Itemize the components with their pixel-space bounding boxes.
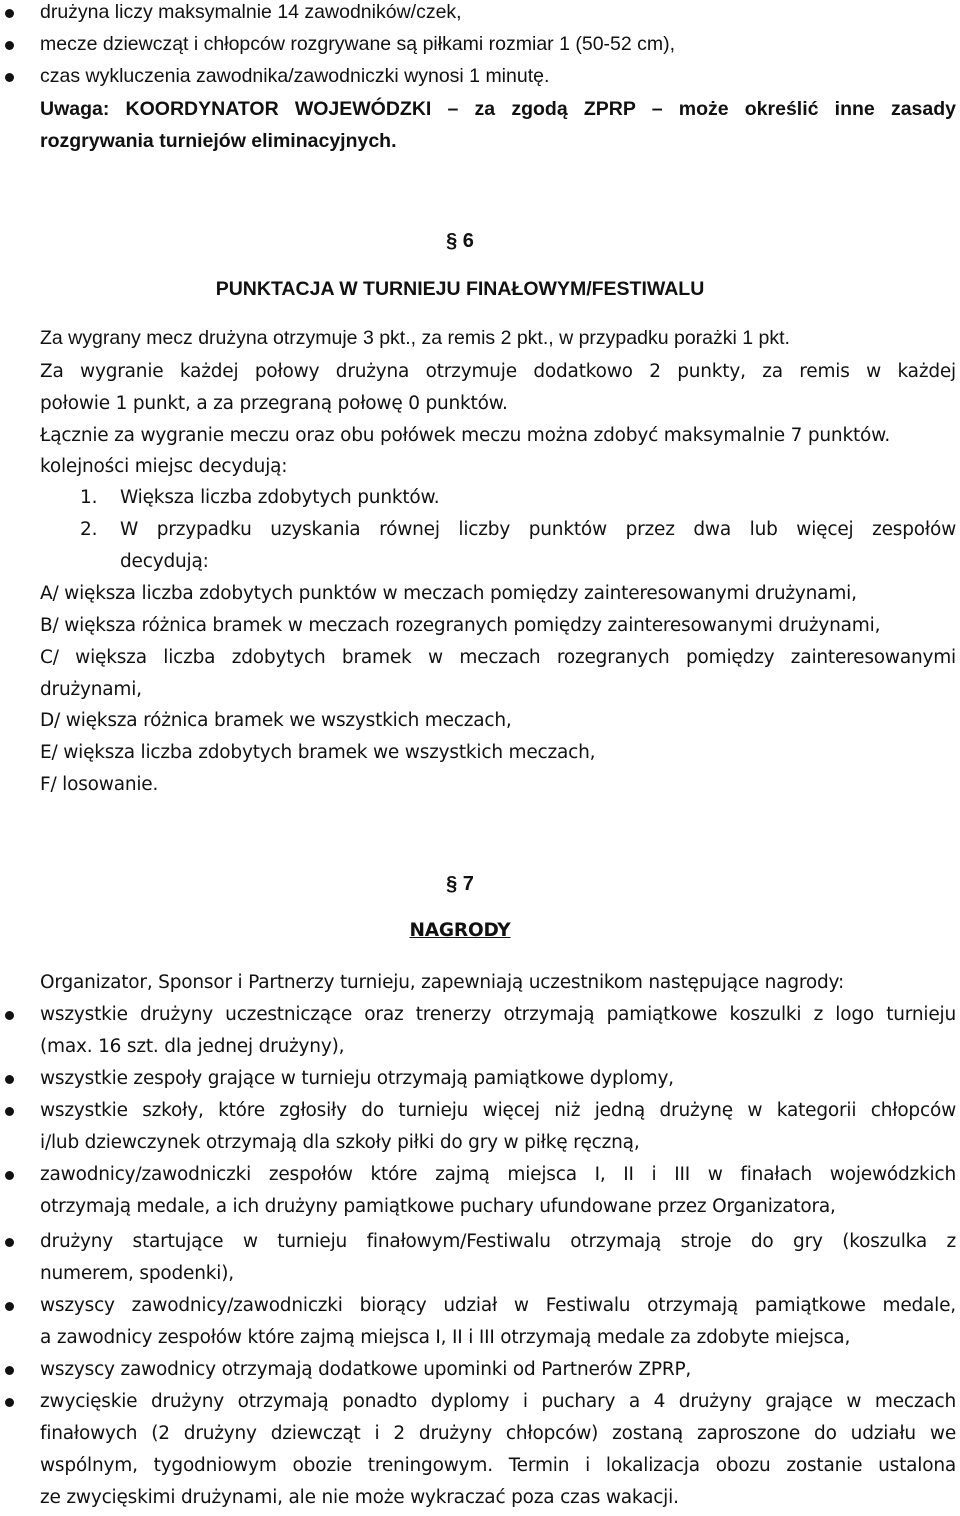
list-item: drużyny startujące w turnieju finałowym/Festiwalu otrzymają stroje do gry (koszulka z [40,1231,956,1252]
paragraph: Organizator, Sponsor i Partnerzy turnieju, zapewniają uczestnikom następujące nagrody: [40,972,844,993]
section-title: PUNKTACJA W TURNIEJU FINAŁOWYM/FESTIWALU [215,278,705,300]
list-item: wszystkie zespoły grające w turnieju otrzymają pamiątkowe dyplomy, [40,1068,674,1089]
list-item: wszystkie drużyny uczestniczące oraz trenerzy otrzymają pamiątkowe koszulki z logo turnieju [40,1004,956,1025]
list-item: drużyna liczy maksymalnie 14 zawodników/czek, [40,1,462,23]
list-item: wszyscy zawodnicy otrzymają dodatkowe upominki od Partnerów ZPRP, [40,1359,692,1380]
list-item: otrzymają medale, a ich drużyny pamiątkowe puchary ufundowane przez Organizatora, [40,1196,836,1217]
bullet-icon [4,72,16,84]
bullet-icon [4,1074,16,1086]
criterion: E/ większa liczba zdobytych bramek we wszystkich meczach, [40,742,596,763]
list-item: wszystkie szkoły, które zgłosiły do turnieju więcej niż jedną drużynę w kategorii chłopców [40,1100,956,1121]
list-item: ze zwycięskimi drużynami, ale nie może wykraczać poza czas wakacji. [40,1487,679,1508]
bullet-icon [4,1397,16,1409]
bullet-icon [4,8,16,20]
list-item: i/lub dziewczynek otrzymają dla szkoły piłki do gry w piłkę ręczną, [40,1132,640,1153]
paragraph: połowie 1 punkt, a za przegraną połowę 0 punktów. [40,393,508,414]
criterion: D/ większa różnica bramek we wszystkich meczach, [40,710,512,731]
criterion: C/ większa liczba zdobytych bramek w meczach rozegranych pomiędzy zainteresowanymi [40,647,956,668]
list-item: zawodnicy/zawodniczki zespołów które zajmą miejsca I, II i III w finałach wojewódzkich [40,1164,956,1185]
paragraph: Za wygranie każdej połowy drużyna otrzymuje dodatkowo 2 punkty, za remis w każdej [40,361,956,382]
bullet-icon [4,1010,16,1022]
list-item: finałowych (2 drużyny dziewcząt i 2 drużyny chłopców) zostaną zaproszone do udziału we [40,1423,956,1444]
bullet-icon [4,1365,16,1377]
list-item: a zawodnicy zespołów które zajmą miejsca I, II i III otrzymają medale za zdobyte miejsca, [40,1327,851,1348]
paragraph: kolejności miejsc decydują: [40,456,288,477]
section-symbol: § 7 [446,873,474,895]
bullet-icon [4,40,16,52]
list-item: czas wykluczenia zawodnika/zawodniczki wynosi 1 minutę. [40,65,550,87]
section-symbol: § 6 [446,230,474,252]
criterion: B/ większa różnica bramek w meczach rozegranych pomiędzy zainteresowanymi drużynami, [40,615,881,636]
list-item: numerem, spodenki), [40,1263,234,1284]
bullet-icon [4,1237,16,1249]
note-line: Uwaga: KOORDYNATOR WOJEWÓDZKI – za zgodą ZPRP – może określić inne zasady [40,98,956,120]
criterion: A/ większa liczba zdobytych punktów w meczach pomiędzy zainteresowanymi drużynami, [40,583,857,604]
paragraph: Łącznie za wygranie meczu oraz obu połówek meczu można zdobyć maksymalnie 7 punktów. [40,425,891,446]
list-item: mecze dziewcząt i chłopców rozgrywane są piłkami rozmiar 1 (50-52 cm), [40,33,676,55]
bullet-icon [4,1106,16,1118]
list-number: 2. [80,519,98,540]
list-number: 1. [80,487,98,508]
note-line: rozgrywania turniejów eliminacyjnych. [40,130,397,152]
criterion: drużynami, [40,679,142,700]
bullet-icon [4,1170,16,1182]
list-item: zwycięskie drużyny otrzymają ponadto dyplomy i puchary a 4 drużyny grające w meczach [40,1391,956,1412]
list-item: wszyscy zawodnicy/zawodniczki biorący udział w Festiwalu otrzymają pamiątkowe medale, [40,1295,956,1316]
paragraph: Za wygrany mecz drużyna otrzymuje 3 pkt., za remis 2 pkt., w przypadku porażki 1 pkt. [40,327,790,349]
criterion: F/ losowanie. [40,774,159,795]
list-item: (max. 16 szt. dla jednej drużyny), [40,1036,345,1057]
section-title: NAGRODY [409,920,511,941]
list-item: W przypadku uzyskania równej liczby punktów przez dwa lub więcej zespołów [120,519,956,540]
list-item: decydują: [120,551,209,572]
list-item: Większa liczba zdobytych punktów. [120,487,440,508]
bullet-icon [4,1301,16,1313]
list-item: wspólnym, tygodniowym obozie treningowym. Termin i lokalizacja obozu zostanie ustalona [40,1455,956,1476]
